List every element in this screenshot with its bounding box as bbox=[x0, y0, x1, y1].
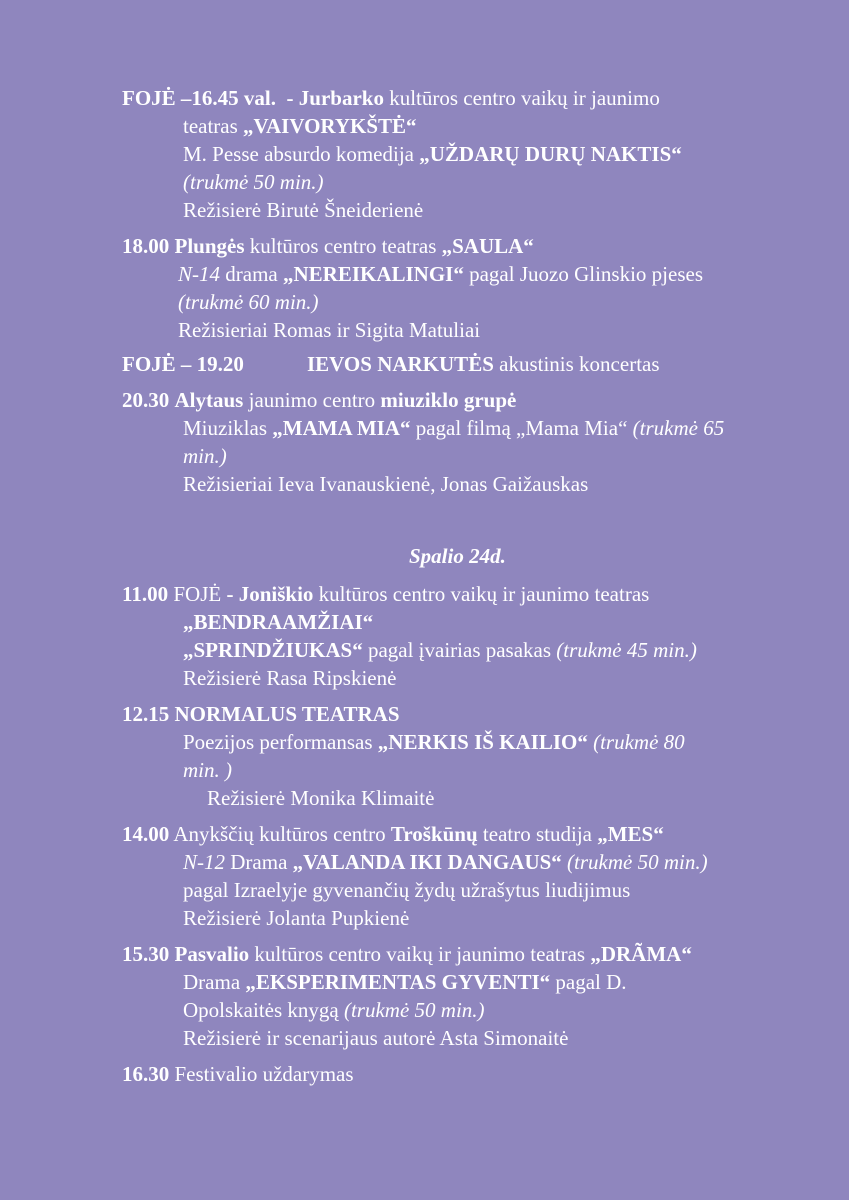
entry-time: FOJĖ –16.45 val. bbox=[122, 86, 277, 110]
city-name: Pasvalio bbox=[174, 942, 250, 966]
text: Drama bbox=[183, 970, 246, 994]
entry-7-line-1 bbox=[122, 820, 664, 848]
duration: min. ) bbox=[183, 758, 232, 782]
entry-time-and-theatre: 12.15 NORMALUS TEATRAS bbox=[122, 702, 400, 726]
studio-name: „MES“ bbox=[597, 822, 664, 846]
duration: (trukmė 50 min.) bbox=[561, 850, 708, 874]
entry-2-line-1 bbox=[122, 232, 534, 260]
entry-4-director bbox=[183, 470, 588, 498]
separator: - bbox=[226, 582, 239, 606]
entry-time: 11.00 bbox=[122, 582, 169, 606]
text: Drama bbox=[225, 850, 293, 874]
text: teatro studija bbox=[477, 822, 598, 846]
theatre-name: „SAULA“ bbox=[441, 234, 534, 258]
entry-1-director bbox=[183, 196, 423, 224]
entry-2-line-2 bbox=[178, 260, 703, 288]
theatre-name: „BENDRAAMŽIAI“ bbox=[183, 610, 374, 634]
duration: (trukmė 50 min.) bbox=[343, 998, 485, 1022]
age-rating: N-14 bbox=[178, 262, 220, 286]
entry-3-concert bbox=[307, 350, 660, 378]
duration: (trukmė 80 bbox=[587, 730, 685, 754]
entry-2-duration bbox=[178, 288, 319, 316]
director: Režisierė Jolanta Pupkienė bbox=[183, 906, 410, 930]
entry-5-line-2 bbox=[183, 608, 373, 636]
director: Režisierė ir scenarijaus autorė Asta Simonaitė bbox=[183, 1026, 569, 1050]
director: Režisierė Rasa Ripskienė bbox=[183, 666, 397, 690]
play-title: „VALANDA IKI DANGAUS“ bbox=[292, 850, 562, 874]
text: pagal filmą „Mama Mia“ bbox=[410, 416, 633, 440]
duration: (trukmė 45 min.) bbox=[556, 638, 697, 662]
text: kultūros centro vaikų ir jaunimo teatras bbox=[249, 942, 591, 966]
play-title: „SPRINDŽIUKAS“ bbox=[183, 638, 363, 662]
duration: (trukmė 60 min.) bbox=[178, 290, 319, 314]
city-name: Alytaus bbox=[174, 388, 244, 412]
entry-1-line-1 bbox=[122, 84, 660, 112]
entry-1-line-2 bbox=[183, 112, 417, 140]
entry-time: 15.30 bbox=[122, 942, 170, 966]
director: Režisieriai Ieva Ivanauskienė, Jonas Gaižauskas bbox=[183, 472, 589, 496]
city-name: Plungės bbox=[174, 234, 245, 258]
director: Režisierė Birutė Šneiderienė bbox=[183, 198, 424, 222]
entry-6-line-1 bbox=[122, 700, 400, 728]
entry-8-line-1 bbox=[122, 940, 692, 968]
entry-1-line-3 bbox=[183, 140, 682, 168]
city-name: Joniškio bbox=[238, 582, 314, 606]
entry-8-director bbox=[183, 1024, 568, 1052]
age-rating: N-12 bbox=[183, 850, 225, 874]
entry-time: 18.00 bbox=[122, 234, 170, 258]
entry-8-line-2 bbox=[183, 968, 627, 996]
text: Opolskaitės knygą bbox=[183, 998, 344, 1022]
text: kultūros centro vaikų ir jaunimo bbox=[383, 86, 660, 110]
theatre-name: „DRÃMA“ bbox=[590, 942, 692, 966]
text: Poezijos performansas bbox=[183, 730, 378, 754]
text: M. Pesse absurdo komedija bbox=[183, 142, 420, 166]
city-name: Jurbarko bbox=[298, 86, 384, 110]
entry-2-director bbox=[178, 316, 480, 344]
entry-5-line-3 bbox=[183, 636, 697, 664]
entry-time: 16.30 bbox=[122, 1062, 170, 1086]
entry-6-duration-cont bbox=[183, 756, 232, 784]
theatre-name: Troškūnų bbox=[390, 822, 478, 846]
text: pagal Juozo Glinskio pjeses bbox=[463, 262, 703, 286]
play-title: „EKSPERIMENTAS GYVENTI“ bbox=[245, 970, 551, 994]
text: pagal Izraelyje gyvenančių žydų užrašytus liudijimus bbox=[183, 878, 631, 902]
text: FOJĖ bbox=[168, 582, 227, 606]
separator: - bbox=[276, 86, 299, 110]
text: drama bbox=[220, 262, 283, 286]
text: pagal įvairias pasakas bbox=[362, 638, 557, 662]
text: kultūros centro vaikų ir jaunimo teatras bbox=[313, 582, 650, 606]
entry-time: 20.30 bbox=[122, 388, 170, 412]
duration: (trukmė 50 min.) bbox=[183, 170, 324, 194]
entry-6-line-2 bbox=[183, 728, 685, 756]
duration: (trukmė 65 bbox=[632, 416, 725, 440]
theatre-name: „VAIVORYKŠTĖ“ bbox=[243, 114, 417, 138]
text: kultūros centro teatras bbox=[244, 234, 442, 258]
text: Anykščių kultūros centro bbox=[169, 822, 391, 846]
director: Režisierė Monika Klimaitė bbox=[207, 786, 435, 810]
entry-4-line-2 bbox=[183, 414, 724, 442]
entry-6-director bbox=[207, 784, 434, 812]
play-title: „UŽDARŲ DURŲ NAKTIS“ bbox=[419, 142, 682, 166]
entry-time: 14.00 bbox=[122, 822, 170, 846]
text: jaunimo centro bbox=[243, 388, 381, 412]
entry-7-line-3 bbox=[183, 876, 630, 904]
entry-1-duration bbox=[183, 168, 324, 196]
entry-time: FOJĖ – 19.20 bbox=[122, 352, 244, 376]
entry-9-line-1 bbox=[122, 1060, 354, 1088]
performer-name: IEVOS NARKUTĖS bbox=[307, 352, 494, 376]
text: teatras bbox=[183, 114, 244, 138]
play-title: „NERKIS IŠ KAILIO“ bbox=[377, 730, 588, 754]
entry-3-line-1 bbox=[122, 350, 244, 378]
entry-7-director bbox=[183, 904, 409, 932]
play-title: „MAMA MIA“ bbox=[272, 416, 411, 440]
entry-5-line-1 bbox=[122, 580, 649, 608]
director: Režisieriai Romas ir Sigita Matuliai bbox=[178, 318, 481, 342]
group-name: miuziklo grupė bbox=[380, 388, 517, 412]
entry-5-director bbox=[183, 664, 396, 692]
date-heading: Spalio 24d. bbox=[409, 544, 506, 568]
duration: min.) bbox=[183, 444, 227, 468]
entry-4-line-1 bbox=[122, 386, 516, 414]
text: Festivalio uždarymas bbox=[169, 1062, 354, 1086]
entry-7-line-2 bbox=[183, 848, 708, 876]
entry-8-line-3 bbox=[183, 996, 485, 1024]
text: pagal D. bbox=[550, 970, 627, 994]
entry-4-duration-cont bbox=[183, 442, 227, 470]
text: akustinis koncertas bbox=[493, 352, 660, 376]
text: Miuziklas bbox=[183, 416, 273, 440]
play-title: „NEREIKALINGI“ bbox=[282, 262, 464, 286]
